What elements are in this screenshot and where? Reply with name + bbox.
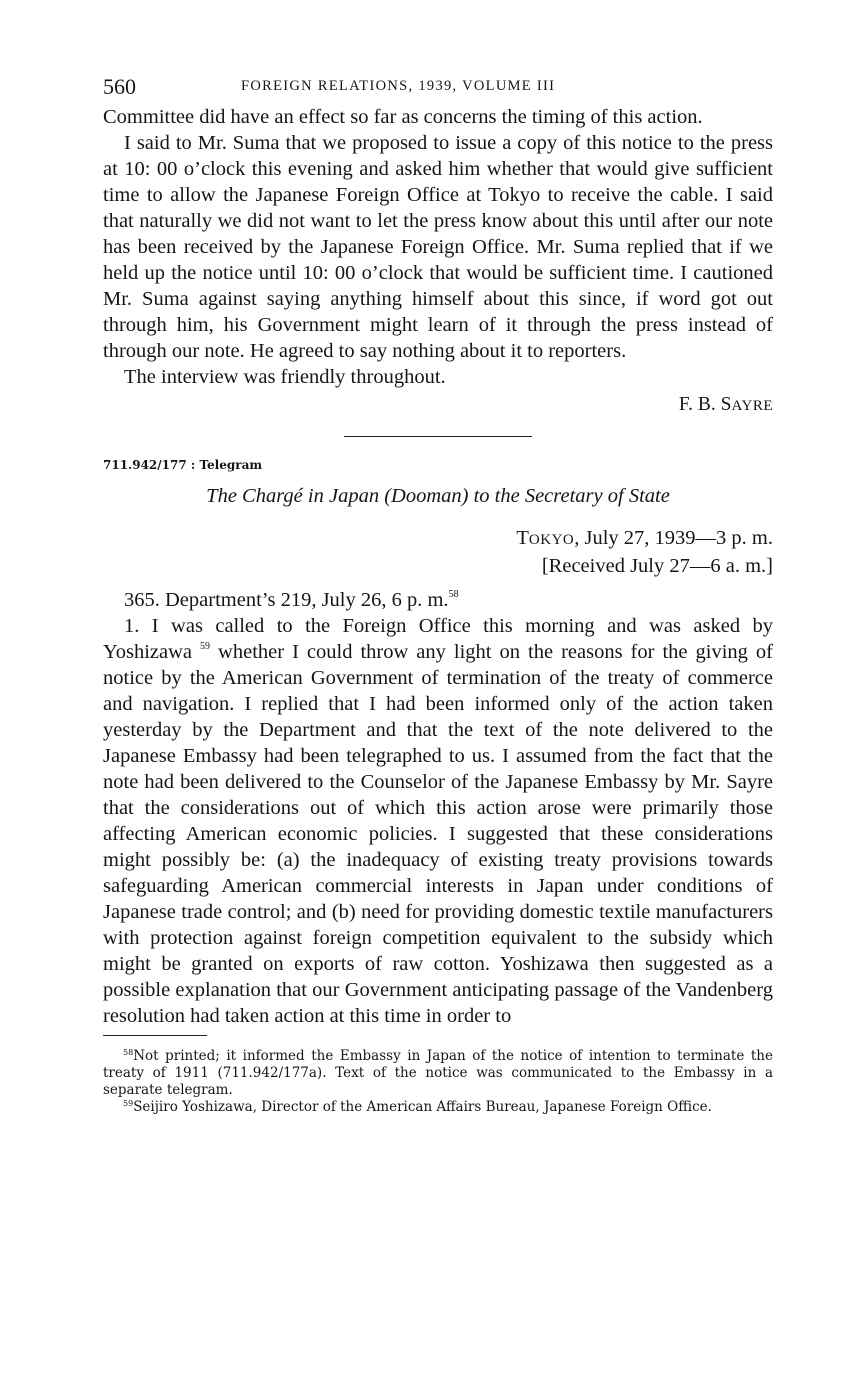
footnote-number: 58 [123,1048,134,1057]
place-rest: OKYO [528,532,575,548]
telegram-body [103,587,773,1029]
signature-rest: AYRE [731,398,773,414]
date-time: , July 27, 1939—3 p. m. [574,527,773,549]
footnote-text: Not printed; it informed the Embassy in Japan of the notice of intention to terminate the treaty of 1911 (711.942/177a). Text of the notice was communicated to the Embassy in a separate telegram. [103,1048,773,1098]
memo-paragraph: The interview was friendly throughout. [124,366,446,388]
running-header [103,70,773,104]
place-initial: T [516,527,529,549]
page-number: 560 [103,74,136,99]
footnote-58 [103,1048,773,1099]
telegram-paragraph-1 [103,613,773,1029]
signature [103,392,773,419]
memo-paragraph: I said to Mr. Suma that we proposed to issue a copy of this notice to the press at 10: 00 o’clock this evening and asked him whether that would give sufficient time to allow the Japanese Foreign Office at Tokyo to receive the cable. I said that naturally we did not want to let the press know about this until after our note has been received by the Japanese Foreign Office. Mr. Suma replied that if we held up the notice until 10: 00 o’clock that would be sufficient time. I cautioned Mr. Suma against saying anything himself about this since, if word got out through him, his Government might learn of it through the press instead of through our note. He agreed to say nothing about it to reporters. [103,132,773,362]
document-heading: The Chargé in Japan (Dooman) to the Secretary of State [206,485,670,507]
telegram-reference [103,587,773,613]
date-sent [103,525,773,553]
paragraph-text-before-footnote: 1. I was called to the Foreign Office this morning and was asked by Yoshizawa [103,615,773,663]
footnote-number: 59 [123,1099,134,1108]
paragraph-text-after-footnote: whether I could throw any light on the reasons for the giving of notice by the American Government of termination of the treaty of commerce and navigation. I replied that I had been informed only of the action taken yesterday by the Department and that the text of the note delivered to the Japanese Embassy had been telegraphed to us. I assumed from the fact that the note had been delivered to the Counselor of the Japanese Embassy by Mr. Sayre that the considerations out of which this action arose were primarily those affecting American economic policies. I suggested that these considerations might possibly be: (a) the inadequacy of existing treaty provisions towards safeguarding American commercial interests in Japan under conditions of Japanese trade control; and (b) need for providing domestic textile manufacturers with protection against foreign competition equivalent to the subsidy which might be granted on exports of raw cotton. Yoshizawa then suggested as a possible explanation that our Government anticipating passage of the Vandenberg resolution had taken action at this time in order to [103,641,773,1027]
file-number: 711.942/177 : Telegram [103,458,263,472]
running-title: FOREIGN RELATIONS, 1939, VOLUME III [241,78,556,94]
signature-initials: F. B. S [678,394,732,415]
footnote-text: Seijiro Yoshizawa, Director of the American Affairs Bureau, Japanese Foreign Office. [133,1099,712,1115]
dateline [103,525,773,579]
footnote-ref-59: 59 [200,641,211,652]
section-divider [344,436,532,437]
memo-paragraph-continuation: Committee did have an effect so far as concerns the timing of this action. [103,106,703,128]
footnote-ref-58: 58 [448,589,459,600]
memo-section [103,104,773,390]
footnote-59 [103,1099,773,1116]
reference-text: 365. Department’s 219, July 26, 6 p. m. [124,589,449,611]
footnote-divider [103,1035,207,1036]
footnotes [103,1048,773,1116]
date-received: [Received July 27—6 a. m.] [541,555,773,577]
document-page [103,70,773,1116]
